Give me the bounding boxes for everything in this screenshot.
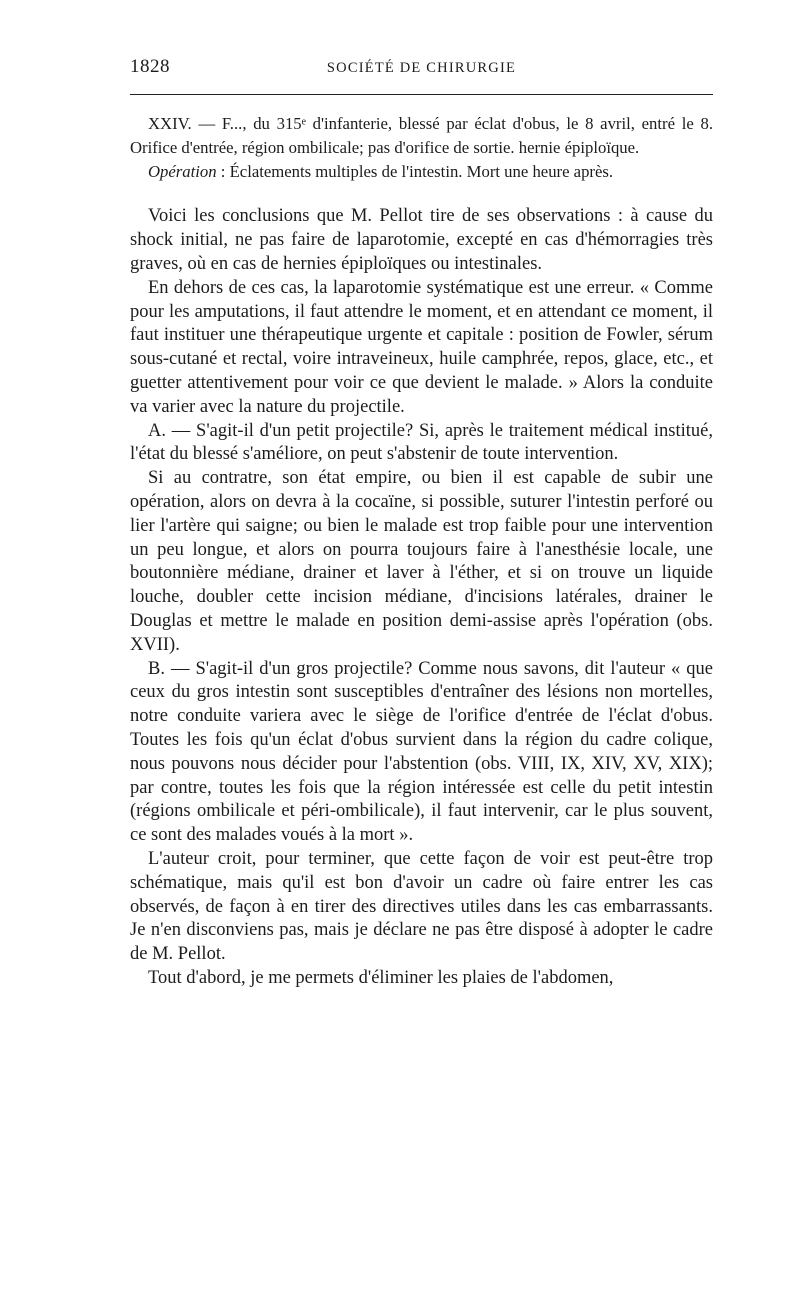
paragraph-contrary: Si au contratre, son état empire, ou bien il est capable de subir une opération, alors on devra à la cocaïne, si possible, suturer l'intestin perforé ou lier l'artère qui saigne; ou bien le malade est trop faible pour une intervention un peu longue, et alors on pourra toujours faire à l'anesthésie locale, une boutonnière médiane, drainer et laver à l'éther, et si on trouve un liquide louche, doubler cette incision médiane, d'incisions latérales, drainer le Douglas et mettre le malade en position demi-assise après l'opération (obs. XVII). (130, 468, 713, 655)
observation-block (130, 112, 713, 183)
paragraph-conclusions: Voici les conclusions que M. Pellot tire de ses observations : à cause du shock initial, ne pas faire de laparotomie, excepté en cas d'hémorragies très graves, où en cas de hernies épiploïques ou intestinales. (130, 206, 713, 274)
running-title: SOCIÉTÉ DE CHIRURGIE (326, 60, 517, 76)
operation-text (130, 160, 713, 184)
header-rule (130, 94, 713, 95)
observation-line: XXIV. — F..., du 315ᵉ d'infanterie, blessé par éclat d'obus, le 8 avril, entré le 8. Orifice d'entrée, région ombilicale; pas d'orifice de sortie. hernie épiploïque. (130, 114, 713, 157)
paragraph-author-view: L'auteur croit, pour terminer, que cette façon de voir est peut-être trop schématique, mais qu'il est bon d'avoir un cadre où faire entrer les cas observés, de façon à en tirer des directives utiles dans les cas embarrassants. Je n'en disconviens pas, mais je déclare ne pas être disposé à adopter le cadre de M. Pellot. (130, 848, 713, 965)
observation-text (130, 112, 713, 160)
operation-detail: : Éclatements multiples de l'intestin. Mort une heure après. (216, 161, 614, 181)
operation-label: Opération (148, 161, 217, 181)
paragraph-small-projectile: A. — S'agit-il d'un petit projectile? Si, après le traitement médical institué, l'état du blessé s'améliore, on peut s'abstenir de toute intervention. (130, 420, 713, 465)
page-header (130, 56, 713, 86)
body-text (130, 112, 713, 991)
paragraph-large-projectile: B. — S'agit-il d'un gros projectile? Comme nous savons, dit l'auteur « que ceux du gros intestin sont susceptibles d'entraîner des lésions non mortelles, notre conduite variera avec le siège de l'orifice d'entrée de l'éclat d'obus. Toutes les fois qu'un éclat d'obus survient dans la région du cadre colique, nous pouvons nous décider pour l'abstention (obs. VIII, IX, XIV, XV, XIX); par contre, toutes les fois que la région intéressée est celle du petit intestin (régions ombilicale et péri-ombilicale), il faut intervenir, car le plus souvent, ce sont des malades voués à la mort ». (130, 658, 713, 846)
paragraph-first: Tout d'abord, je me permets d'éliminer les plaies de l'abdomen, (148, 967, 614, 988)
page-number: 1828 (130, 56, 170, 77)
paragraph-laparotomy: En dehors de ces cas, la laparotomie systématique est une erreur. « Comme pour les amputations, il faut attendre le moment, et en attendant ce moment, il faut instituer une thérapeutique urgente et capitale : position de Fowler, sérum sous-cutané et rectal, voire intraveineux, huile camphrée, repos, glace, etc., et guetter attentivement pour voir ce que devient le malade. » Alors la conduite va varier avec la nature du projectile. (130, 277, 713, 417)
